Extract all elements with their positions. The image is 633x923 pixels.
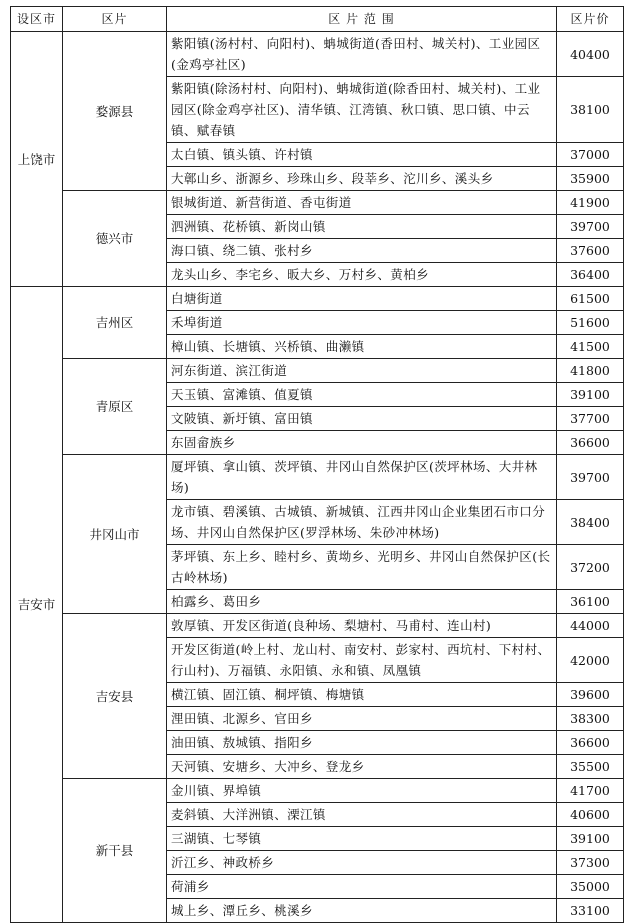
area-cell: 柏露乡、葛田乡 — [167, 590, 557, 614]
area-cell: 厦坪镇、拿山镇、茨坪镇、井冈山自然保护区(茨坪林场、大井林场) — [167, 455, 557, 500]
price-cell: 37600 — [557, 239, 624, 263]
area-cell: 浬田镇、北源乡、官田乡 — [167, 707, 557, 731]
area-cell: 禾埠街道 — [167, 311, 557, 335]
district-cell: 井冈山市 — [63, 455, 167, 614]
price-cell: 42000 — [557, 638, 624, 683]
district-cell: 婺源县 — [63, 32, 167, 191]
area-cell: 紫阳镇(汤村村、向阳村)、蚺城街道(香田村、城关村)、工业园区(金鸡亭社区) — [167, 32, 557, 77]
city-cell: 上饶市 — [11, 32, 63, 287]
price-cell: 36100 — [557, 590, 624, 614]
district-cell: 新干县 — [63, 779, 167, 923]
area-cell: 樟山镇、长塘镇、兴桥镇、曲濑镇 — [167, 335, 557, 359]
price-cell: 40600 — [557, 803, 624, 827]
price-cell: 37000 — [557, 143, 624, 167]
price-cell: 38400 — [557, 500, 624, 545]
price-cell: 35900 — [557, 167, 624, 191]
price-cell: 38300 — [557, 707, 624, 731]
table-row — [11, 779, 624, 803]
area-cell: 城上乡、潭丘乡、桃溪乡 — [167, 899, 557, 923]
area-cell: 天玉镇、富滩镇、值夏镇 — [167, 383, 557, 407]
area-cell: 敦厚镇、开发区街道(良种场、梨塘村、马甫村、连山村) — [167, 614, 557, 638]
price-cell: 35000 — [557, 875, 624, 899]
header-row — [11, 7, 624, 32]
price-cell: 39700 — [557, 215, 624, 239]
price-cell: 51600 — [557, 311, 624, 335]
city-cell: 吉安市 — [11, 287, 63, 923]
area-cell: 河东街道、滨江街道 — [167, 359, 557, 383]
table-row — [11, 287, 624, 311]
area-cell: 横江镇、固江镇、桐坪镇、梅塘镇 — [167, 683, 557, 707]
area-cell: 开发区街道(岭上村、龙山村、南安村、彭家村、西坑村、下村村、行山村)、万福镇、永阳镇、永和镇、凤凰镇 — [167, 638, 557, 683]
area-cell: 金川镇、界埠镇 — [167, 779, 557, 803]
area-cell: 文陂镇、新圩镇、富田镇 — [167, 407, 557, 431]
price-cell: 38100 — [557, 77, 624, 143]
area-cell: 龙头山乡、李宅乡、昄大乡、万村乡、黄柏乡 — [167, 263, 557, 287]
price-cell: 35500 — [557, 755, 624, 779]
price-cell: 41500 — [557, 335, 624, 359]
table-row — [11, 455, 624, 500]
area-cell: 东固畲族乡 — [167, 431, 557, 455]
area-cell: 白塘街道 — [167, 287, 557, 311]
price-cell: 37200 — [557, 545, 624, 590]
price-cell: 36600 — [557, 731, 624, 755]
table-row — [11, 614, 624, 638]
price-cell: 44000 — [557, 614, 624, 638]
area-cell: 龙市镇、碧溪镇、古城镇、新城镇、江西井冈山企业集团石市口分场、井冈山自然保护区(罗浮林场、朱砂冲林场) — [167, 500, 557, 545]
area-cell: 海口镇、绕二镇、张村乡 — [167, 239, 557, 263]
area-cell: 麦斜镇、大洋洲镇、溧江镇 — [167, 803, 557, 827]
area-cell: 太白镇、镇头镇、许村镇 — [167, 143, 557, 167]
table-row — [11, 359, 624, 383]
district-cell: 吉安县 — [63, 614, 167, 779]
price-table — [10, 6, 624, 923]
area-cell: 紫阳镇(除汤村村、向阳村)、蚺城街道(除香田村、城关村)、工业园区(除金鸡亭社区)、清华镇、江湾镇、秋口镇、思口镇、中云镇、赋春镇 — [167, 77, 557, 143]
area-cell: 油田镇、敖城镇、指阳乡 — [167, 731, 557, 755]
price-cell: 39100 — [557, 827, 624, 851]
price-cell: 37300 — [557, 851, 624, 875]
price-cell: 61500 — [557, 287, 624, 311]
area-cell: 大鄣山乡、浙源乡、珍珠山乡、段莘乡、沱川乡、溪头乡 — [167, 167, 557, 191]
area-cell: 三湖镇、七琴镇 — [167, 827, 557, 851]
area-cell: 茅坪镇、东上乡、睦村乡、黄坳乡、光明乡、井冈山自然保护区(长古岭林场) — [167, 545, 557, 590]
district-cell: 吉州区 — [63, 287, 167, 359]
district-cell: 青原区 — [63, 359, 167, 455]
price-cell: 36400 — [557, 263, 624, 287]
district-cell: 德兴市 — [63, 191, 167, 287]
price-cell: 33100 — [557, 899, 624, 923]
table-row — [11, 191, 624, 215]
header-price: 区片价 — [557, 7, 624, 32]
price-cell: 41700 — [557, 779, 624, 803]
price-cell: 41800 — [557, 359, 624, 383]
price-cell: 40400 — [557, 32, 624, 77]
price-cell: 39700 — [557, 455, 624, 500]
area-cell: 泗洲镇、花桥镇、新岗山镇 — [167, 215, 557, 239]
price-cell: 37700 — [557, 407, 624, 431]
area-cell: 荷浦乡 — [167, 875, 557, 899]
price-cell: 36600 — [557, 431, 624, 455]
price-cell: 39100 — [557, 383, 624, 407]
area-cell: 天河镇、安塘乡、大冲乡、登龙乡 — [167, 755, 557, 779]
header-range: 区 片 范 围 — [167, 7, 557, 32]
header-city: 设区市 — [11, 7, 63, 32]
price-cell: 41900 — [557, 191, 624, 215]
price-cell: 39600 — [557, 683, 624, 707]
header-district: 区片 — [63, 7, 167, 32]
area-cell: 银城街道、新营街道、香屯街道 — [167, 191, 557, 215]
area-cell: 沂江乡、神政桥乡 — [167, 851, 557, 875]
table-row — [11, 32, 624, 77]
